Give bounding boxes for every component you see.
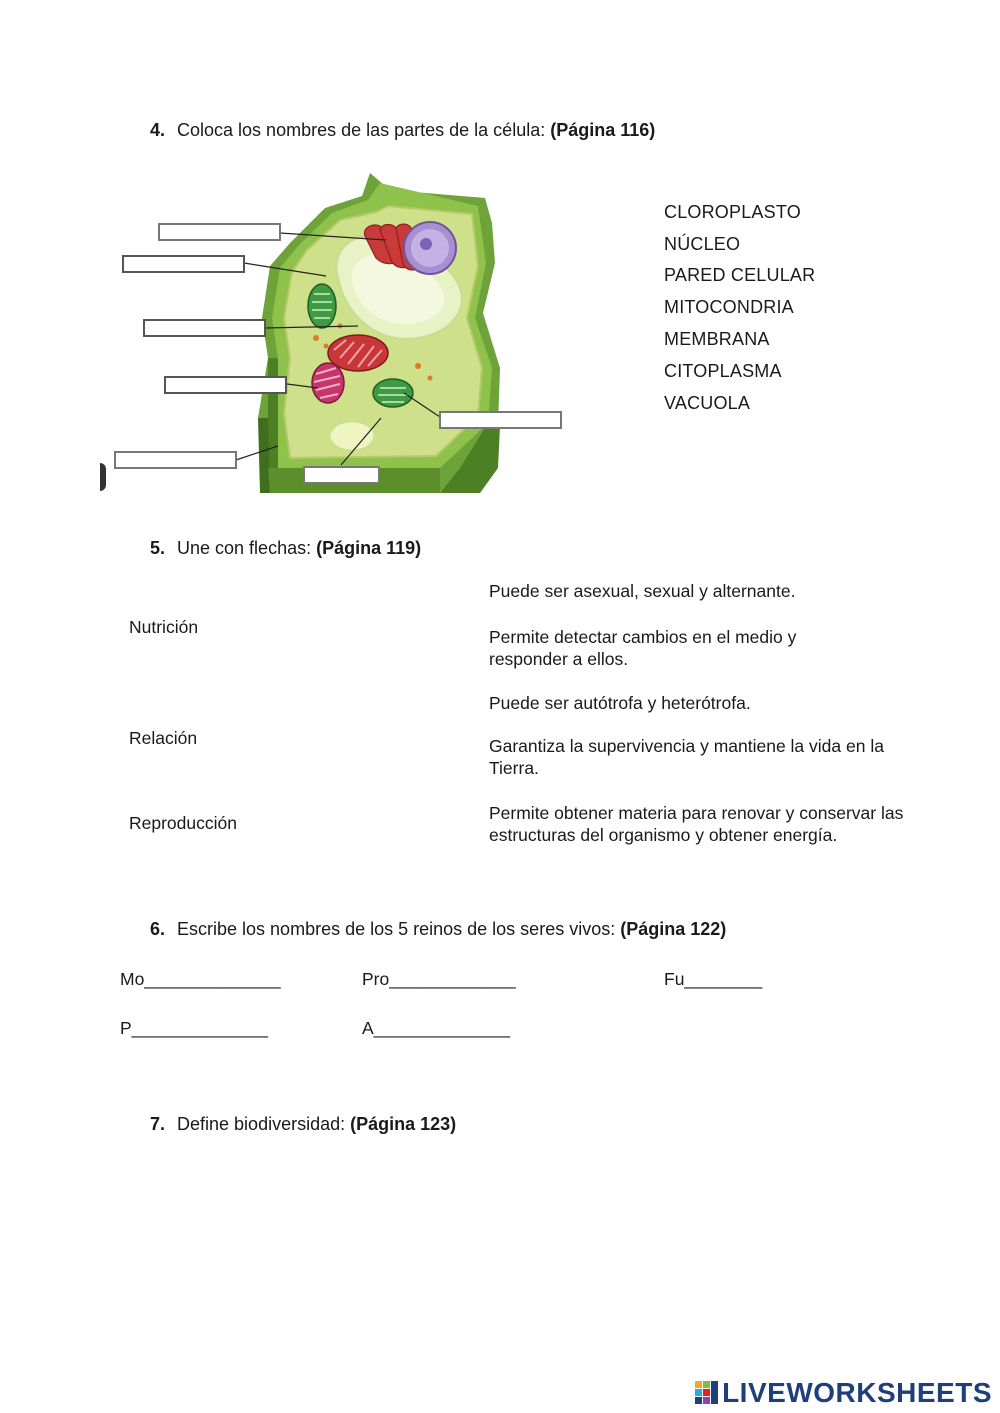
word-bank-item: CITOPLASMA — [664, 361, 782, 381]
label-blank-1[interactable] — [158, 223, 281, 241]
label-blank-6[interactable] — [114, 451, 237, 469]
question-4-heading — [150, 120, 655, 141]
question-number: 4. — [150, 120, 166, 140]
question-5-heading — [150, 538, 421, 559]
label-blank-4[interactable] — [164, 376, 287, 394]
question-number: 5. — [150, 538, 166, 558]
word-bank-item: MEMBRANA — [664, 329, 770, 349]
word-bank-item: MITOCONDRIA — [664, 297, 794, 317]
match-right-item[interactable]: Puede ser asexual, sexual y alternante. — [489, 581, 796, 601]
match-right-item[interactable]: Permite detectar cambios en el medio y responder a ellos. — [489, 627, 797, 669]
kingdom-blank[interactable]: Fu________ — [664, 969, 763, 989]
kingdom-blank[interactable]: Pro_____________ — [362, 969, 516, 989]
label-blank-7[interactable] — [303, 466, 380, 484]
liveworksheets-logo — [694, 1376, 992, 1410]
question-text: Coloca los nombres de las partes de la célula: — [177, 120, 546, 140]
kingdom-blank[interactable]: A______________ — [362, 1018, 510, 1038]
match-left-item[interactable]: Reproducción — [129, 813, 237, 833]
word-bank-item: VACUOLA — [664, 393, 751, 413]
match-left-item[interactable]: Nutrición — [129, 617, 199, 637]
page-reference: (Página 123) — [350, 1114, 457, 1134]
kingdom-blank[interactable]: P______________ — [120, 1018, 268, 1038]
question-text: Escribe los nombres de los 5 reinos de los seres vivos: — [177, 919, 616, 939]
page-reference: (Página 122) — [620, 919, 727, 939]
crop-edge-mark — [100, 463, 106, 491]
label-blank-2[interactable] — [122, 255, 245, 273]
match-right-item[interactable]: Puede ser autótrofa y heterótrofa. — [489, 693, 751, 713]
match-right-item[interactable]: Permite obtener materia para renovar y conservar las estructuras del organismo y obtener energía. — [489, 803, 904, 845]
label-blank-3[interactable] — [143, 319, 266, 337]
kingdom-blank[interactable]: Mo______________ — [120, 969, 281, 989]
word-bank-item: NÚCLEO — [664, 234, 741, 254]
question-6-heading — [150, 919, 726, 940]
label-blank-5[interactable] — [439, 411, 562, 429]
brand-name: LIVEWORKSHEETS — [722, 1377, 992, 1408]
question-text: Define biodiversidad: — [177, 1114, 346, 1134]
question-number: 6. — [150, 919, 166, 939]
word-bank-item: PARED CELULAR — [664, 265, 816, 285]
match-right-item[interactable]: Garantiza la supervivencia y mantiene la vida en la Tierra. — [489, 736, 884, 778]
liveworksheets-logo-icon — [694, 1380, 720, 1406]
match-left-item[interactable]: Relación — [129, 728, 198, 748]
question-7-heading — [150, 1114, 456, 1135]
word-bank-item: CLOROPLASTO — [664, 202, 801, 222]
page-reference: (Página 116) — [550, 120, 656, 140]
page-reference: (Página 119) — [316, 538, 422, 558]
question-text: Une con flechas: — [177, 538, 312, 558]
question-number: 7. — [150, 1114, 166, 1134]
